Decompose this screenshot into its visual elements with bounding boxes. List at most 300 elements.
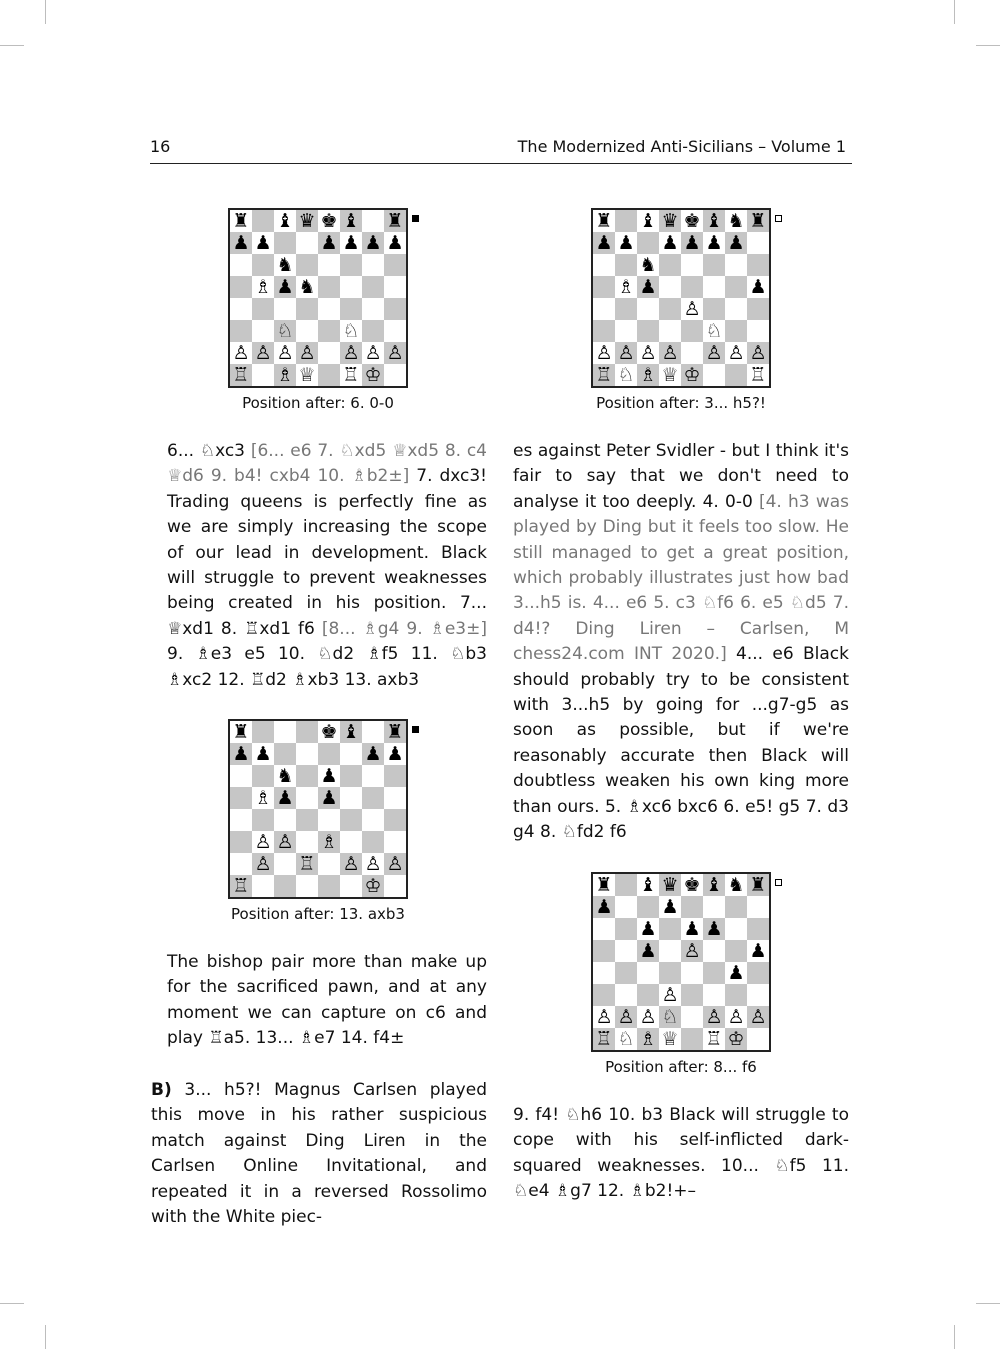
chess-board bbox=[228, 208, 408, 388]
board-square bbox=[637, 298, 659, 320]
board-square-piece: ♝ bbox=[703, 210, 725, 232]
board-square bbox=[725, 940, 747, 962]
board-square bbox=[659, 254, 681, 276]
board-square bbox=[274, 298, 296, 320]
board-square-piece: ♖ bbox=[296, 853, 318, 875]
board-square-piece: ♕ bbox=[659, 364, 681, 386]
board-square bbox=[593, 254, 615, 276]
board-square-piece: ♟ bbox=[274, 787, 296, 809]
board-square-piece: ♘ bbox=[274, 320, 296, 342]
board-square-piece: ♟ bbox=[318, 765, 340, 787]
board-square bbox=[593, 962, 615, 984]
board-square-piece: ♝ bbox=[703, 874, 725, 896]
board-square-piece: ♜ bbox=[747, 210, 769, 232]
board-square bbox=[725, 276, 747, 298]
board-square bbox=[318, 298, 340, 320]
board-square-piece: ♞ bbox=[274, 254, 296, 276]
board-square-piece: ♙ bbox=[659, 342, 681, 364]
board-square bbox=[384, 298, 406, 320]
board-square bbox=[274, 809, 296, 831]
side-to-move-marker bbox=[412, 215, 419, 222]
board-square bbox=[637, 984, 659, 1006]
board-square bbox=[318, 276, 340, 298]
section-label: B) bbox=[151, 1080, 172, 1100]
board-square bbox=[637, 320, 659, 342]
crop-mark bbox=[0, 45, 24, 46]
board-square bbox=[725, 918, 747, 940]
board-square-piece: ♙ bbox=[703, 342, 725, 364]
board-square bbox=[230, 831, 252, 853]
board-square bbox=[296, 831, 318, 853]
variation-text: [4. h3 was played by Ding but it feels too slow. He still managed to get a great position, which probably illustrates just how bad 3...h5 is. 4... e6 5. c3 ♘f6 6. e5 ♘d5 7. d4!? Ding Liren – Carlsen, M chess24.com INT 2020.] bbox=[513, 491, 849, 665]
diagram-caption: Position after: 6. 0-0 bbox=[242, 394, 394, 412]
board-square bbox=[274, 721, 296, 743]
board-square bbox=[384, 364, 406, 386]
crop-mark bbox=[954, 1325, 955, 1349]
board-square-piece: ♟ bbox=[252, 232, 274, 254]
board-square bbox=[318, 254, 340, 276]
board-square-piece: ♙ bbox=[593, 342, 615, 364]
board-square-piece: ♟ bbox=[593, 896, 615, 918]
board-square bbox=[296, 787, 318, 809]
board-square-piece: ♗ bbox=[252, 276, 274, 298]
board-square bbox=[659, 962, 681, 984]
board-square-piece: ♛ bbox=[296, 210, 318, 232]
board-square bbox=[681, 254, 703, 276]
board-square-piece: ♘ bbox=[615, 1028, 637, 1050]
board-square-piece: ♙ bbox=[252, 853, 274, 875]
board-square bbox=[296, 721, 318, 743]
board-square-piece: ♖ bbox=[230, 364, 252, 386]
board-square bbox=[725, 364, 747, 386]
board-square bbox=[659, 320, 681, 342]
board-square bbox=[615, 918, 637, 940]
board-square bbox=[318, 853, 340, 875]
board-square bbox=[615, 320, 637, 342]
board-square-piece: ♟ bbox=[703, 918, 725, 940]
left-paragraph-1 bbox=[167, 439, 487, 693]
board-square bbox=[703, 254, 725, 276]
board-square-piece: ♔ bbox=[362, 364, 384, 386]
board-square-piece: ♙ bbox=[252, 831, 274, 853]
board-square bbox=[340, 254, 362, 276]
board-square bbox=[681, 276, 703, 298]
board-square-piece: ♟ bbox=[274, 276, 296, 298]
board-square bbox=[725, 896, 747, 918]
board-square bbox=[362, 765, 384, 787]
text-run: 9. f4! ♘h6 10. b3 Black will struggle to cope with his self-inflicted dark-squared weaknesses. 10... ♘f5 11. ♘e4 ♗g7 12. ♗b2!+– bbox=[513, 1105, 849, 1202]
text-run: 9. ♗e3 e5 10. ♘d2 ♗f5 11. ♘b3 ♗xc2 12. ♖d2 ♗xb3 13. axb3 bbox=[167, 644, 487, 690]
board-square-piece: ♙ bbox=[747, 1006, 769, 1028]
board-square bbox=[252, 210, 274, 232]
board-square bbox=[252, 254, 274, 276]
board-square-piece: ♙ bbox=[362, 853, 384, 875]
board-square bbox=[252, 809, 274, 831]
board-square-piece: ♚ bbox=[681, 874, 703, 896]
board-square-piece: ♟ bbox=[637, 940, 659, 962]
board-square-piece: ♙ bbox=[252, 342, 274, 364]
board-square bbox=[384, 875, 406, 897]
board-square bbox=[362, 254, 384, 276]
board-square bbox=[340, 831, 362, 853]
crop-mark bbox=[976, 1303, 1000, 1304]
board-square-piece: ♟ bbox=[362, 232, 384, 254]
board-square bbox=[637, 896, 659, 918]
board-square bbox=[296, 320, 318, 342]
board-square bbox=[340, 743, 362, 765]
board-square-piece: ♟ bbox=[659, 896, 681, 918]
board-square bbox=[362, 210, 384, 232]
board-square bbox=[703, 364, 725, 386]
board-square bbox=[747, 298, 769, 320]
crop-mark bbox=[0, 1303, 24, 1304]
board-square bbox=[318, 320, 340, 342]
board-square bbox=[747, 918, 769, 940]
board-square-piece: ♖ bbox=[340, 364, 362, 386]
board-square bbox=[703, 298, 725, 320]
board-square-piece: ♖ bbox=[703, 1028, 725, 1050]
board-square-piece: ♟ bbox=[615, 232, 637, 254]
board-square-piece: ♕ bbox=[659, 1028, 681, 1050]
board-square-piece: ♙ bbox=[593, 1006, 615, 1028]
board-square-piece: ♜ bbox=[230, 721, 252, 743]
board-square bbox=[703, 962, 725, 984]
board-square-piece: ♟ bbox=[230, 743, 252, 765]
board-square bbox=[230, 787, 252, 809]
board-square-piece: ♟ bbox=[593, 232, 615, 254]
board-square bbox=[681, 1028, 703, 1050]
board-square bbox=[274, 743, 296, 765]
board-square bbox=[593, 276, 615, 298]
board-square bbox=[362, 831, 384, 853]
diagram-caption: Position after: 13. axb3 bbox=[231, 905, 405, 923]
board-square-piece: ♚ bbox=[681, 210, 703, 232]
board-square bbox=[681, 896, 703, 918]
board-square-piece: ♜ bbox=[384, 721, 406, 743]
board-square-piece: ♝ bbox=[274, 210, 296, 232]
board-square bbox=[318, 364, 340, 386]
right-paragraph-2 bbox=[513, 1103, 849, 1205]
board-square-piece: ♚ bbox=[318, 210, 340, 232]
board-square-piece: ♙ bbox=[659, 984, 681, 1006]
board-square bbox=[362, 276, 384, 298]
side-to-move-marker bbox=[775, 215, 782, 222]
board-square-piece: ♟ bbox=[637, 918, 659, 940]
board-square-piece: ♟ bbox=[384, 232, 406, 254]
board-square bbox=[296, 232, 318, 254]
board-square-piece: ♟ bbox=[362, 743, 384, 765]
board-square-piece: ♜ bbox=[593, 210, 615, 232]
board-square bbox=[725, 254, 747, 276]
board-square bbox=[703, 276, 725, 298]
board-square bbox=[725, 320, 747, 342]
board-square-piece: ♙ bbox=[725, 342, 747, 364]
board-square-piece: ♙ bbox=[615, 342, 637, 364]
board-square-piece: ♟ bbox=[725, 232, 747, 254]
board-square-piece: ♗ bbox=[318, 831, 340, 853]
text-run: 4... e6 Black should probably try to be consistent with 3...h5 by going for ...g7-g5 as soon as possible, but if we're reasonably accurate then Black will doubtless weaken his own king more than ours. 5. ♗xc6 bxc6 6. e5! g5 7. d3 g4 8. ♘fd2 f6 bbox=[513, 644, 850, 843]
left-paragraph-3 bbox=[151, 1078, 487, 1230]
board-square-piece: ♖ bbox=[747, 364, 769, 386]
board-square bbox=[252, 364, 274, 386]
side-to-move-marker bbox=[412, 726, 419, 733]
board-square bbox=[362, 721, 384, 743]
board-square-piece: ♙ bbox=[230, 342, 252, 364]
board-square bbox=[747, 254, 769, 276]
board-square-piece: ♙ bbox=[274, 342, 296, 364]
board-square-piece: ♗ bbox=[252, 787, 274, 809]
board-square bbox=[318, 743, 340, 765]
board-square-piece: ♙ bbox=[637, 1006, 659, 1028]
board-square-piece: ♗ bbox=[615, 276, 637, 298]
board-square-piece: ♙ bbox=[340, 853, 362, 875]
board-square bbox=[340, 298, 362, 320]
board-square-piece: ♝ bbox=[637, 210, 659, 232]
board-square bbox=[681, 984, 703, 1006]
board-square-piece: ♜ bbox=[747, 874, 769, 896]
board-square bbox=[747, 896, 769, 918]
board-square bbox=[747, 984, 769, 1006]
chess-board bbox=[591, 208, 771, 388]
board-square bbox=[318, 809, 340, 831]
board-square bbox=[615, 254, 637, 276]
board-square-piece: ♛ bbox=[659, 210, 681, 232]
board-square bbox=[615, 874, 637, 896]
board-square bbox=[384, 809, 406, 831]
board-square bbox=[593, 984, 615, 1006]
board-square-piece: ♙ bbox=[384, 342, 406, 364]
board-square bbox=[703, 984, 725, 1006]
board-square-piece: ♟ bbox=[340, 232, 362, 254]
board-square-piece: ♟ bbox=[681, 232, 703, 254]
diagram-caption: Position after: 3... h5?! bbox=[596, 394, 766, 412]
board-square bbox=[340, 809, 362, 831]
board-square-piece: ♙ bbox=[340, 342, 362, 364]
board-square-piece: ♟ bbox=[384, 743, 406, 765]
board-square-piece: ♙ bbox=[681, 298, 703, 320]
crop-mark bbox=[45, 1325, 46, 1349]
crop-mark bbox=[976, 45, 1000, 46]
board-square bbox=[296, 254, 318, 276]
diagram-2 bbox=[198, 719, 438, 923]
board-square bbox=[296, 875, 318, 897]
board-square bbox=[340, 765, 362, 787]
board-square bbox=[296, 765, 318, 787]
board-square bbox=[725, 298, 747, 320]
board-square-piece: ♟ bbox=[747, 276, 769, 298]
board-square-piece: ♟ bbox=[747, 940, 769, 962]
board-square-piece: ♘ bbox=[703, 320, 725, 342]
board-square bbox=[681, 342, 703, 364]
board-square bbox=[384, 765, 406, 787]
chess-board bbox=[228, 719, 408, 899]
board-square bbox=[362, 320, 384, 342]
page-number: 16 bbox=[150, 137, 171, 156]
board-square bbox=[659, 940, 681, 962]
left-paragraph-2 bbox=[167, 950, 487, 1052]
board-square bbox=[318, 875, 340, 897]
text-run: 3... h5?! Magnus Carlsen played this move in his rather suspicious match against Ding Liren in the Carlsen Online Invitational, and repeated it in a reversed Rossolimo with the White piec- bbox=[151, 1080, 487, 1228]
board-square-piece: ♗ bbox=[637, 1028, 659, 1050]
diagram-4 bbox=[561, 872, 801, 1076]
board-square bbox=[230, 809, 252, 831]
board-square-piece: ♟ bbox=[725, 962, 747, 984]
text-run: The bishop pair more than make up for the sacrificed pawn, and at any moment we can capture on c6 and play ♖a5. 13... ♗e7 14. f4± bbox=[167, 952, 487, 1049]
board-square bbox=[230, 298, 252, 320]
board-square bbox=[252, 875, 274, 897]
board-square bbox=[252, 721, 274, 743]
board-square bbox=[615, 984, 637, 1006]
board-square-piece: ♟ bbox=[659, 232, 681, 254]
board-square bbox=[362, 809, 384, 831]
board-square bbox=[230, 276, 252, 298]
board-square-piece: ♘ bbox=[340, 320, 362, 342]
board-square bbox=[681, 1006, 703, 1028]
board-square bbox=[274, 853, 296, 875]
board-square-piece: ♝ bbox=[340, 210, 362, 232]
board-square-piece: ♔ bbox=[725, 1028, 747, 1050]
text-run: es against Peter Svidler - but I think it's fair to say that we don't need to analyse it too deeply. 4. 0-0 bbox=[513, 441, 849, 512]
board-square bbox=[384, 254, 406, 276]
board-square bbox=[384, 276, 406, 298]
book-title: The Modernized Anti-Sicilians – Volume 1 bbox=[517, 137, 846, 156]
board-square bbox=[340, 276, 362, 298]
board-square-piece: ♟ bbox=[703, 232, 725, 254]
text-run: 6... ♘xc3 bbox=[167, 441, 251, 461]
board-square-piece: ♙ bbox=[296, 342, 318, 364]
board-square bbox=[747, 232, 769, 254]
board-square-piece: ♘ bbox=[615, 364, 637, 386]
board-square-piece: ♙ bbox=[725, 1006, 747, 1028]
board-square-piece: ♜ bbox=[384, 210, 406, 232]
board-square bbox=[703, 896, 725, 918]
board-square bbox=[296, 743, 318, 765]
board-square bbox=[340, 875, 362, 897]
board-square-piece: ♗ bbox=[274, 364, 296, 386]
side-to-move-marker bbox=[775, 879, 782, 886]
board-square-piece: ♙ bbox=[703, 1006, 725, 1028]
board-square bbox=[593, 918, 615, 940]
board-square bbox=[747, 320, 769, 342]
board-square-piece: ♞ bbox=[637, 254, 659, 276]
board-square bbox=[274, 875, 296, 897]
board-square bbox=[230, 765, 252, 787]
board-square bbox=[725, 984, 747, 1006]
text-run: 7. dxc3! Trading queens is perfectly fine as we are simply increasing the scope of our lead in development. Black will struggle to prevent weaknesses being created in his position. 7... ♕xd1 8. ♖xd1 f6 bbox=[167, 466, 487, 639]
board-square-piece: ♖ bbox=[593, 1028, 615, 1050]
board-square bbox=[252, 765, 274, 787]
crop-mark bbox=[954, 0, 955, 24]
crop-mark bbox=[45, 0, 46, 24]
board-square bbox=[637, 962, 659, 984]
board-square bbox=[615, 962, 637, 984]
variation-text: [6... e6 7. ♘xd5 ♕xd5 8. c4 ♕d6 9. b4! cxb4 10. ♗b2±] bbox=[167, 441, 488, 487]
board-square-piece: ♙ bbox=[362, 342, 384, 364]
board-square bbox=[252, 320, 274, 342]
board-square-piece: ♟ bbox=[318, 787, 340, 809]
board-square-piece: ♛ bbox=[659, 874, 681, 896]
board-square-piece: ♔ bbox=[681, 364, 703, 386]
board-square bbox=[230, 254, 252, 276]
board-square-piece: ♙ bbox=[747, 342, 769, 364]
board-square bbox=[274, 232, 296, 254]
board-square-piece: ♝ bbox=[340, 721, 362, 743]
board-square bbox=[615, 298, 637, 320]
board-square-piece: ♟ bbox=[681, 918, 703, 940]
board-square bbox=[659, 298, 681, 320]
board-square bbox=[747, 1028, 769, 1050]
board-square-piece: ♞ bbox=[296, 276, 318, 298]
board-square bbox=[681, 320, 703, 342]
chess-board bbox=[591, 872, 771, 1052]
board-square-piece: ♙ bbox=[681, 940, 703, 962]
board-square bbox=[340, 787, 362, 809]
diagram-caption: Position after: 8... f6 bbox=[605, 1058, 757, 1076]
board-square bbox=[296, 298, 318, 320]
board-square bbox=[659, 918, 681, 940]
board-square-piece: ♙ bbox=[384, 853, 406, 875]
board-square-piece: ♙ bbox=[615, 1006, 637, 1028]
board-square bbox=[384, 320, 406, 342]
board-square bbox=[230, 853, 252, 875]
board-square-piece: ♜ bbox=[230, 210, 252, 232]
board-square-piece: ♜ bbox=[593, 874, 615, 896]
board-square bbox=[384, 787, 406, 809]
board-square bbox=[593, 940, 615, 962]
board-square-piece: ♚ bbox=[318, 721, 340, 743]
diagram-3 bbox=[561, 208, 801, 412]
board-square bbox=[703, 940, 725, 962]
board-square-piece: ♘ bbox=[659, 1006, 681, 1028]
board-square-piece: ♕ bbox=[296, 364, 318, 386]
board-square-piece: ♙ bbox=[637, 342, 659, 364]
variation-text: [8... ♗g4 9. ♗e3±] bbox=[321, 618, 487, 639]
board-square bbox=[615, 210, 637, 232]
board-square bbox=[230, 320, 252, 342]
board-square-piece: ♞ bbox=[725, 874, 747, 896]
board-square bbox=[659, 276, 681, 298]
board-square bbox=[318, 342, 340, 364]
running-header bbox=[150, 135, 852, 164]
board-square bbox=[615, 940, 637, 962]
board-square bbox=[615, 896, 637, 918]
board-square bbox=[296, 809, 318, 831]
board-square bbox=[593, 298, 615, 320]
board-square-piece: ♔ bbox=[362, 875, 384, 897]
board-square-piece: ♝ bbox=[637, 874, 659, 896]
board-square-piece: ♟ bbox=[637, 276, 659, 298]
board-square bbox=[747, 962, 769, 984]
right-paragraph-1 bbox=[513, 439, 849, 846]
board-square bbox=[252, 298, 274, 320]
board-square-piece: ♗ bbox=[637, 364, 659, 386]
board-square-piece: ♟ bbox=[318, 232, 340, 254]
board-square bbox=[362, 787, 384, 809]
diagram-1 bbox=[198, 208, 438, 412]
board-square-piece: ♞ bbox=[274, 765, 296, 787]
board-square-piece: ♟ bbox=[230, 232, 252, 254]
board-square-piece: ♟ bbox=[252, 743, 274, 765]
board-square-piece: ♖ bbox=[230, 875, 252, 897]
board-square bbox=[593, 320, 615, 342]
board-square-piece: ♙ bbox=[274, 831, 296, 853]
board-square-piece: ♖ bbox=[593, 364, 615, 386]
board-square bbox=[362, 298, 384, 320]
board-square-piece: ♞ bbox=[725, 210, 747, 232]
board-square bbox=[384, 831, 406, 853]
board-square bbox=[681, 962, 703, 984]
board-square bbox=[637, 232, 659, 254]
